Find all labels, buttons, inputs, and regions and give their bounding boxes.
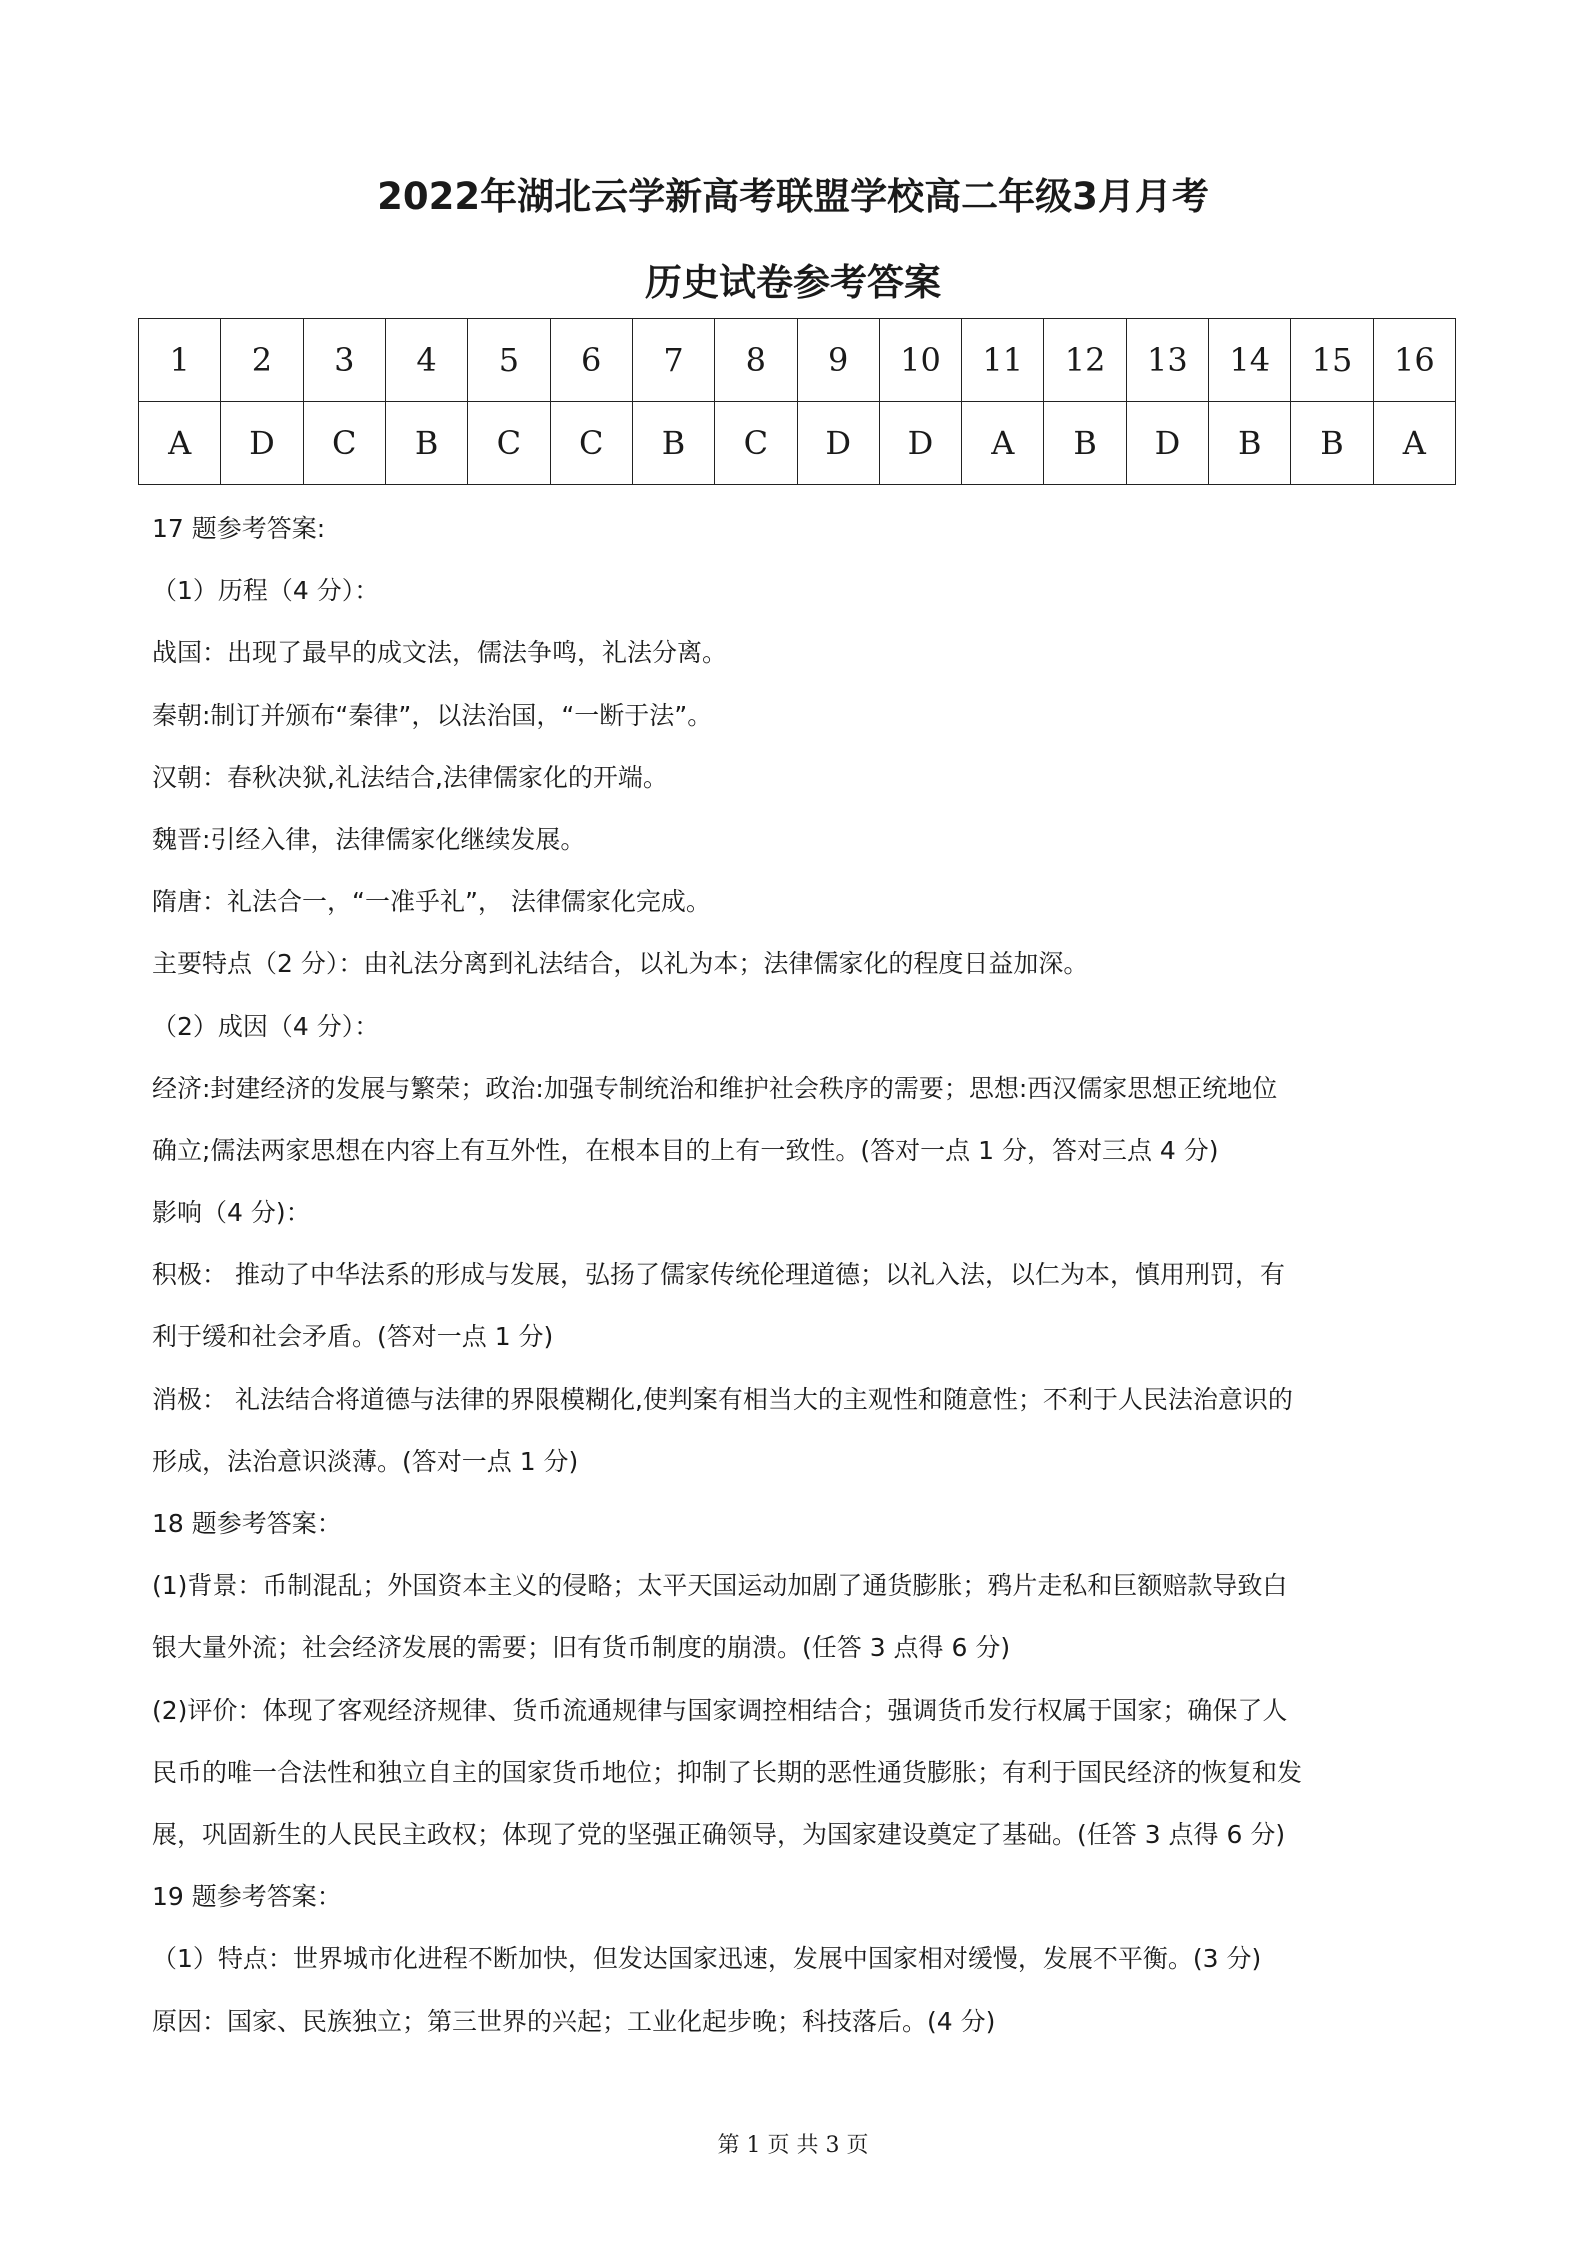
answer-letter-cell: D	[797, 402, 879, 485]
answer-letter-cell: B	[1044, 402, 1126, 485]
answer-letter-cell: D	[221, 402, 303, 485]
question-number-cell: 6	[550, 319, 632, 402]
answer-body	[152, 498, 1442, 2053]
question-number-cell: 12	[1044, 319, 1126, 402]
answer-letter-cell: C	[550, 402, 632, 485]
answer-letter-cell: A	[139, 402, 221, 485]
answer-text-line: 消极： 礼法结合将道德与法律的界限模糊化,使判案有相当大的主观性和随意性；不利于人民法治意识的	[152, 1384, 1293, 1414]
question-number-cell: 15	[1291, 319, 1373, 402]
answer-text-line: 秦朝:制订并颁布“秦律”，以法治国，“一断于法”。	[152, 700, 713, 730]
answer-text-line: 汉朝：春秋决狱,礼法结合,法律儒家化的开端。	[152, 762, 668, 792]
answer-text-line: 利于缓和社会矛盾。(答对一点 1 分)	[152, 1322, 554, 1352]
page-footer: 第 1 页 共 3 页	[717, 2133, 869, 2158]
answer-text-line: 确立;儒法两家思想在内容上有互外性，在根本目的上有一致性。(答对一点 1 分，答对三点 4 分)	[152, 1135, 1219, 1165]
answer-text-line: 战国：出现了最早的成文法，儒法争鸣，礼法分离。	[152, 638, 728, 668]
question-number-cell: 10	[879, 319, 961, 402]
answer-letter-cell: B	[385, 402, 467, 485]
answer-letter-row	[139, 402, 1456, 485]
answer-text-line: 民币的唯一合法性和独立自主的国家货币地位；抑制了长期的恶性通货膨胀；有利于国民经济的恢复和发	[152, 1757, 1303, 1787]
answer-text-line: 18 题参考答案：	[152, 1509, 342, 1538]
multiple-choice-answer-table	[138, 318, 1456, 485]
question-number-cell: 13	[1126, 319, 1208, 402]
answer-text-line: 隋唐：礼法合一，“一准乎礼”， 法律儒家化完成。	[152, 887, 711, 917]
question-number-cell: 5	[468, 319, 550, 402]
question-number-cell: 1	[139, 319, 221, 402]
answer-letter-cell: D	[1126, 402, 1208, 485]
answer-text-line: 19 题参考答案：	[152, 1882, 342, 1912]
question-number-cell: 4	[385, 319, 467, 402]
answer-text-line: 魏晋:引经入律，法律儒家化继续发展。	[152, 824, 586, 854]
answer-text-line: 原因：国家、民族独立；第三世界的兴起；工业化起步晚；科技落后。(4 分)	[152, 2006, 996, 2036]
answer-letter-cell: B	[1291, 402, 1373, 485]
answer-text-line: 积极： 推动了中华法系的形成与发展，弘扬了儒家传统伦理道德；以礼入法，以仁为本，慎用刑罚，有	[152, 1260, 1285, 1290]
answer-letter-cell: A	[1373, 402, 1455, 485]
exam-subtitle: 历史试卷参考答案	[645, 261, 941, 304]
question-number-cell: 7	[632, 319, 714, 402]
answer-letter-cell: B	[632, 402, 714, 485]
question-number-cell: 11	[962, 319, 1044, 402]
answer-text-line: 主要特点（2 分）：由礼法分离到礼法结合，以礼为本；法律儒家化的程度日益加深。	[152, 949, 1089, 979]
answer-text-line: (1)背景：币制混乱；外国资本主义的侵略；太平天国运动加剧了通货膨胀；鸦片走私和巨额赔款导致白	[152, 1571, 1288, 1601]
answer-letter-cell: B	[1209, 402, 1291, 485]
question-number-cell: 8	[715, 319, 797, 402]
question-number-cell: 3	[303, 319, 385, 402]
question-number-row	[139, 319, 1456, 402]
answer-text-line: 影响（4 分)：	[152, 1198, 311, 1228]
answer-text-line: (2)评价：体现了客观经济规律、货币流通规律与国家调控相结合；强调货币发行权属于国家；确保了人	[152, 1695, 1288, 1725]
question-number-cell: 14	[1209, 319, 1291, 402]
answer-letter-cell: C	[303, 402, 385, 485]
question-number-cell: 16	[1373, 319, 1455, 402]
answer-text-line: （1）历程（4 分）：	[152, 576, 380, 606]
exam-title: 2022年湖北云学新高考联盟学校高二年级3月月考	[377, 175, 1209, 218]
question-number-cell: 2	[221, 319, 303, 402]
answer-text-line: （2）成因（4 分）：	[152, 1011, 380, 1041]
question-number-cell: 9	[797, 319, 879, 402]
answer-text-line: （1）特点：世界城市化进程不断加快，但发达国家迅速，发展中国家相对缓慢，发展不平衡。(3 分)	[152, 1944, 1262, 1974]
answer-text-line: 展，巩固新生的人民民主政权；体现了党的坚强正确领导，为国家建设奠定了基础。(任答 3 点得 6 分)	[152, 1819, 1286, 1849]
answer-text-line: 银大量外流；社会经济发展的需要；旧有货币制度的崩溃。(任答 3 点得 6 分)	[152, 1633, 1011, 1663]
answer-text-line: 经济:封建经济的发展与繁荣；政治:加强专制统治和维护社会秩序的需要；思想:西汉儒家思想正统地位	[152, 1073, 1278, 1103]
answer-text-line: 形成，法治意识淡薄。(答对一点 1 分)	[152, 1446, 579, 1476]
answer-letter-cell: C	[715, 402, 797, 485]
answer-text-line: 17 题参考答案:	[152, 514, 326, 543]
answer-letter-cell: A	[962, 402, 1044, 485]
answer-letter-cell: C	[468, 402, 550, 485]
answer-letter-cell: D	[879, 402, 961, 485]
